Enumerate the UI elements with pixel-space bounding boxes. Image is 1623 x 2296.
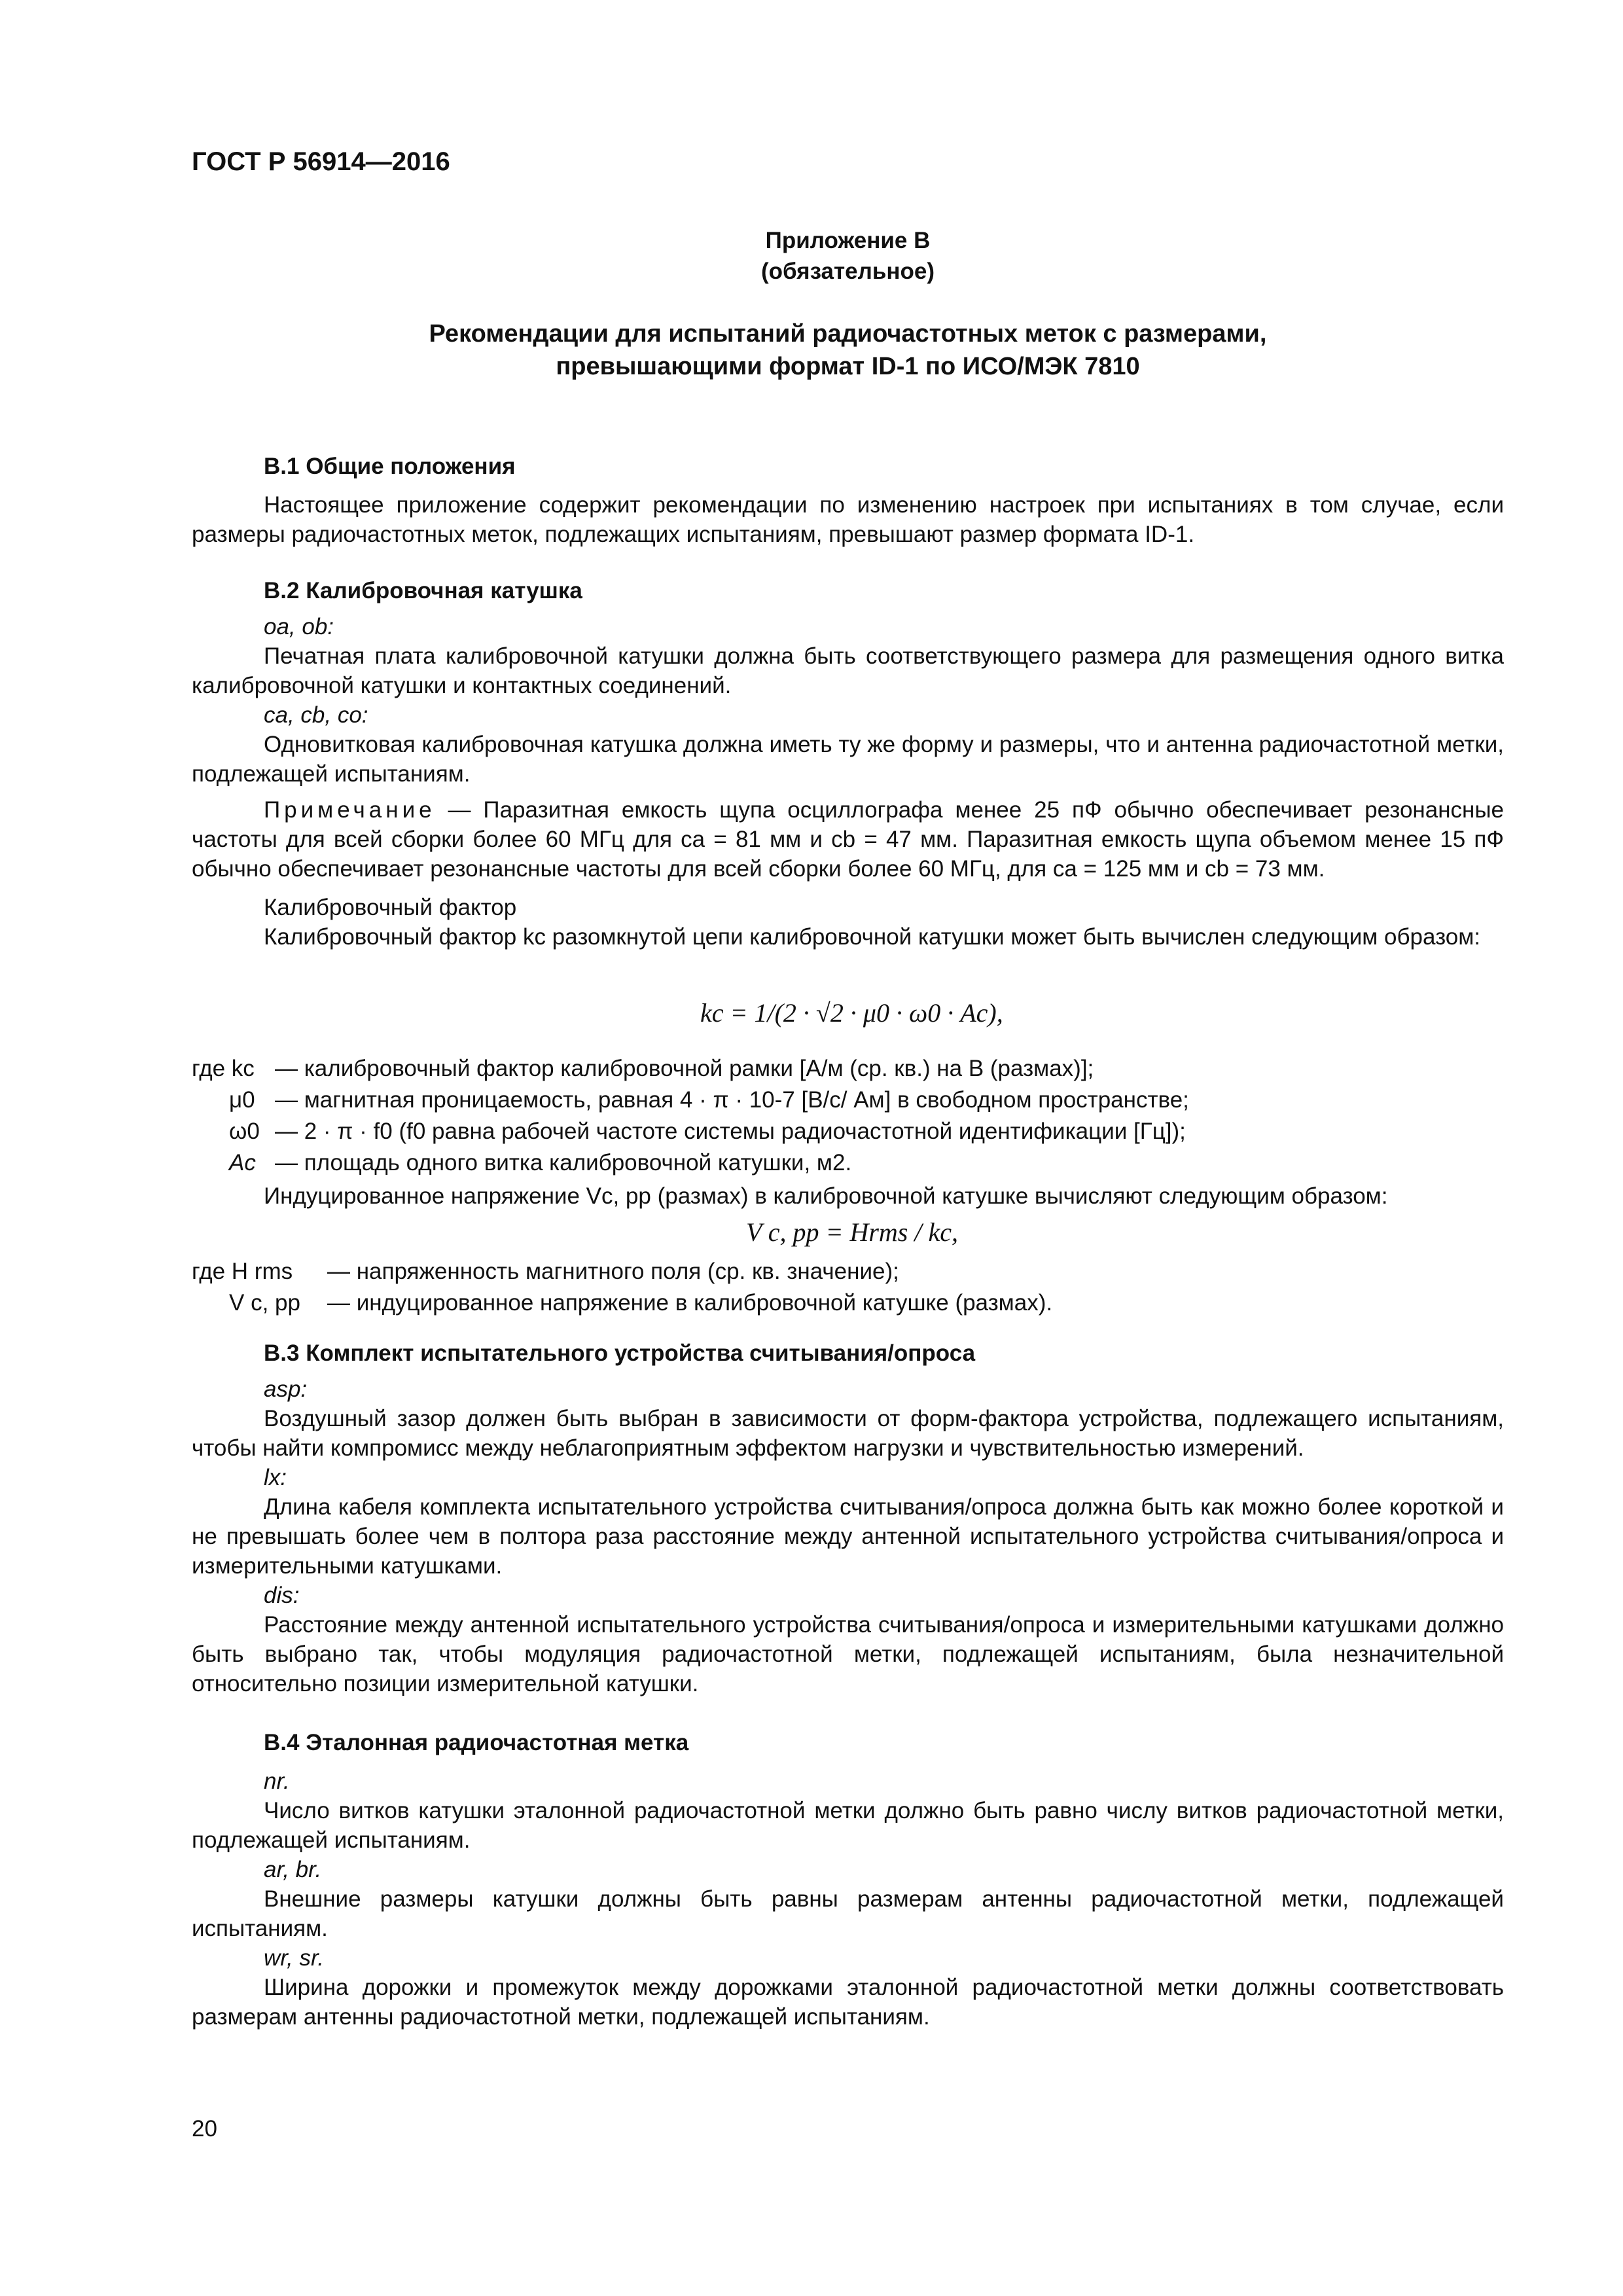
where1-item-0-symbol: где kc (192, 1056, 255, 1081)
where1-item-3-desc: — площадь одного витка калибровочной катушки, м2. (275, 1150, 852, 1175)
where1-item-2-desc: — 2 · π · f0 (f0 равна рабочей частоте системы радиочастотной идентификации [Гц]); (275, 1119, 1186, 1144)
standard-header: ГОСТ Р 56914—2016 (192, 147, 450, 176)
where1-item-2-symbol: ω0 (229, 1119, 260, 1144)
where1-item-1-symbol: μ0 (229, 1087, 255, 1113)
label-dis: dis: (264, 1583, 300, 1608)
induced-voltage-text: Индуцированное напряжение Vc, pp (размах) в калибровочной катушке вычисляют следующим образом: (264, 1183, 1388, 1209)
section-b3-title: В.3 Комплект испытательного устройства считывания/опроса (264, 1340, 976, 1366)
section-b3-text3: Расстояние между антенной испытательного устройства считывания/опроса и измерительными катушками должно быть выбрано так, чтобы модуляция радиочастотной метки, подлежащей испытаниям, была незначительной относительно позиции измерительной катушки. (192, 1612, 1504, 1696)
where2-item-0-desc: — напряженность магнитного поля (ср. кв. значение); (327, 1259, 899, 1284)
label-ca-cb-co: ca, cb, co: (264, 702, 368, 728)
factor-title: Калибровочный фактор (264, 895, 517, 920)
label-wr-sr: wr, sr. (264, 1945, 325, 1971)
section-b1-title: В.1 Общие положения (264, 454, 516, 479)
section-b3-text1: Воздушный зазор должен быть выбран в зависимости от форм-фактора устройства, подлежащего испытаниям, чтобы найти компромисс между неблагоприятным эффектом нагрузки и чувствительностью измерений. (192, 1406, 1504, 1461)
section-b4-text1: Число витков катушки эталонной радиочастотной метки должно быть равно числу витков радиочастотной метки, подлежащей испытаниям. (192, 1798, 1504, 1853)
note-text: — Паразитная емкость щупа осциллографа менее 25 пФ обычно обеспечивает резонансные частоты для всей сборки более 60 МГц для ca = 81 мм и cb = 47 мм. Паразитная емкость щупа объемом менее 15 пФ обычно обеспечивает резонансные частоты для всей сборки более 60 МГц, для ca = 125 мм и cb = 73 мм. (192, 797, 1504, 882)
annex-title: Приложение В (765, 228, 931, 253)
section-b4 (192, 1728, 1504, 2032)
where1-item-1-desc: — магнитная проницаемость, равная 4 · π · 10-7 [В/с/ Ам] в свободном пространстве; (275, 1087, 1189, 1113)
section-b3 (192, 1338, 1504, 1698)
section-b2-text1: Печатная плата калибровочной катушки должна быть соответствующего размера для размещения одного витка калибровочной катушки и контактных соединений. (192, 643, 1504, 698)
label-oa-ob: оа, ob: (264, 614, 334, 639)
factor-text: Калибровочный фактор kc разомкнутой цепи калибровочной катушки может быть вычислен следующим образом: (264, 924, 1480, 950)
note-label: Примечание (264, 797, 436, 823)
where2-item-1-desc: — индуцированное напряжение в калибровочной катушке (размах). (327, 1290, 1053, 1316)
annex-heading-line1: Рекомендации для испытаний радиочастотных меток с размерами, (429, 320, 1267, 348)
page-number: 20 (192, 2116, 217, 2142)
annex-heading-line2: превышающими формат ID-1 по ИСО/МЭК 7810 (556, 353, 1140, 380)
section-b2-title: В.2 Калибровочная катушка (264, 578, 582, 603)
where2-item-1-symbol: V c, pp (229, 1290, 300, 1316)
label-nr: nr. (264, 1768, 290, 1794)
label-asp: asp: (264, 1376, 308, 1402)
section-b1-text: Настоящее приложение содержит рекомендации по изменению настроек при испытаниях в том случае, если размеры радиочастотных меток, подлежащих испытаниям, превышают размер формата ID-1. (192, 492, 1504, 547)
section-b4-title: В.4 Эталонная радиочастотная метка (264, 1730, 689, 1755)
label-lx: lx: (264, 1465, 287, 1490)
formula-kc: kc = 1/(2 · √2 · μ0 · ω0 · Ac), (700, 998, 1003, 1028)
where1-item-0-desc: — калибровочный фактор калибровочной рамки [А/м (ср. кв.) на В (размах)]; (275, 1056, 1094, 1081)
label-ar-br: ar, br. (264, 1857, 322, 1882)
section-b3-text2: Длина кабеля комплекта испытательного устройства считывания/опроса должна быть как можно более короткой и не превышать более чем в полтора раза расстояние между антенной испытательного устройства считывания/опроса и измерительными катушками. (192, 1494, 1504, 1579)
where1-item-3-symbol: Ac (229, 1150, 256, 1175)
section-b4-text3: Ширина дорожки и промежуток между дорожками эталонной радиочастотной метки должны соответствовать размерам антенны радиочастотной метки, подлежащей испытаниям. (192, 1975, 1504, 2030)
annex-status: (обязательное) (760, 259, 935, 284)
section-b2 (192, 576, 1504, 952)
where2-item-0-symbol: где H rms (192, 1259, 293, 1284)
section-b4-text2: Внешние размеры катушки должны быть равны размерам антенны радиочастотной метки, подлежащей испытаниям. (192, 1886, 1504, 1941)
section-b1 (192, 452, 1504, 549)
section-b2-text2: Одновитковая калибровочная катушка должна иметь ту же форму и размеры, что и антенна радиочастотной метки, подлежащей испытаниям. (192, 732, 1504, 787)
note (192, 795, 1504, 884)
formula-vcpp: V c, pp = Hrms / kc, (746, 1217, 958, 1247)
